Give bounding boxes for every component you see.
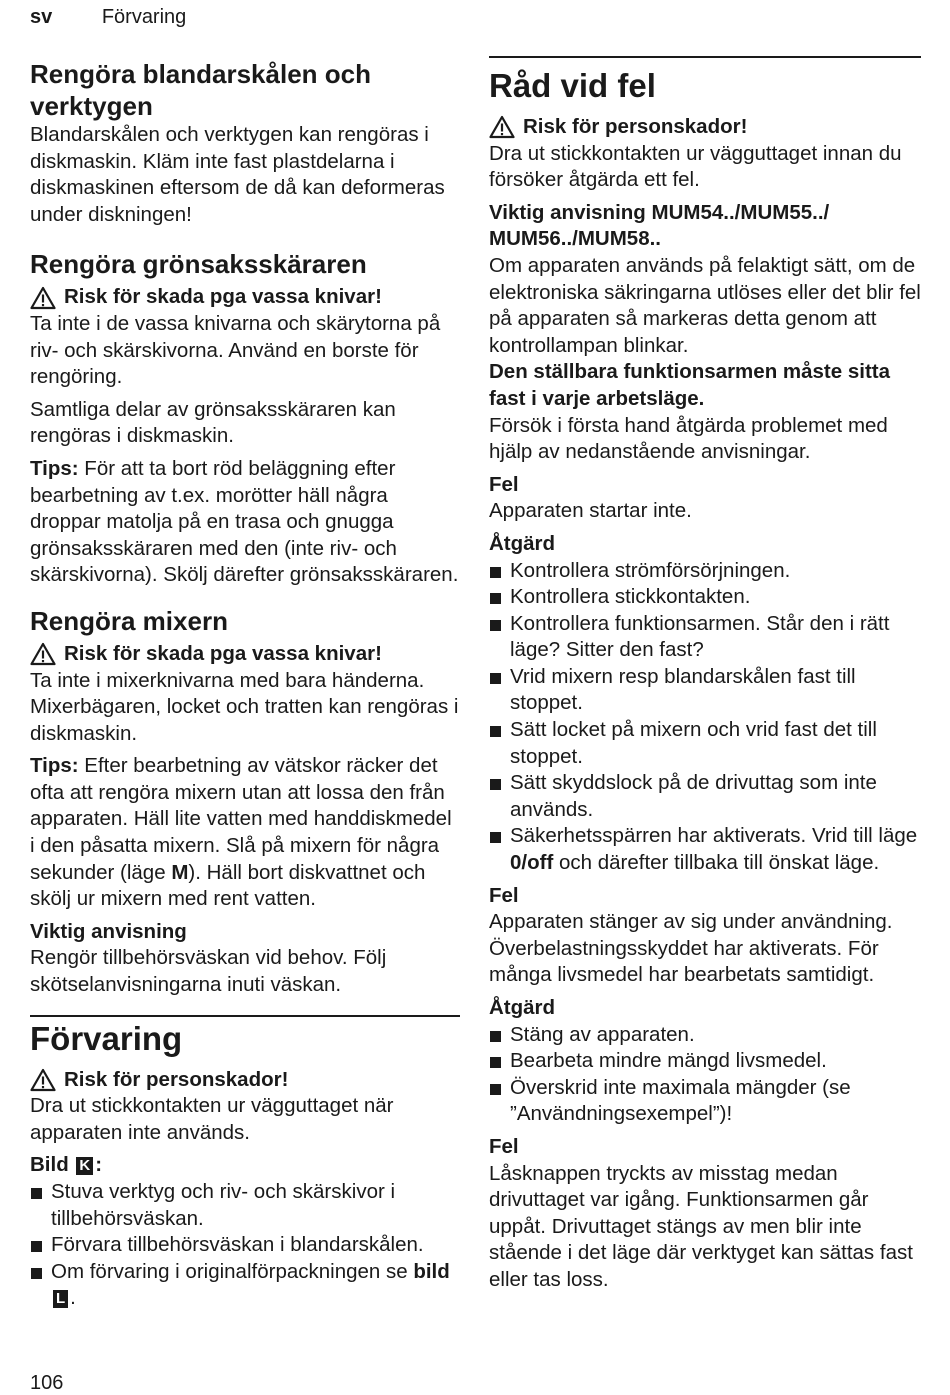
- warning-blender: Risk för skada pga vassa knivar!: [30, 641, 460, 668]
- warning-triangle-icon: [489, 115, 515, 139]
- heading-clean-bowl: Rengöra blandarskålen och verktygen: [30, 59, 371, 121]
- important-note-label: Viktig anvisning: [30, 919, 187, 943]
- list-item: Bearbeta mindre mängd livsmedel.: [489, 1048, 921, 1075]
- text-clean-bowl: Blandarskålen och verktygen kan rengöras i diskmaskin. Kläm inte fast plastdelarna i diskmaskinen eftersom de då kan deformeras under diskningen!: [30, 123, 445, 226]
- page-number: 106: [30, 1372, 64, 1394]
- list-item: Kontrollera funktionsarmen. Står den i rätt läge? Sitter den fast?: [489, 611, 921, 664]
- language-code: sv: [30, 6, 53, 28]
- text-vegetable-cutter-1: Ta inte i de vassa knivarna och skärytorna på riv- och skärskivorna. Använd en borste för rengöring.: [30, 311, 441, 389]
- text-try-first: Försök i första hand åtgärda problemet med hjälp av nedanstående anvisningar.: [489, 413, 888, 464]
- heading-clean-vegetable-cutter: Rengöra grönsaksskäraren: [30, 249, 367, 280]
- storage-list: [30, 1179, 460, 1312]
- fault-1-text: Apparaten startar inte.: [489, 499, 692, 523]
- action-label: Åtgärd: [489, 531, 556, 555]
- page-header: [30, 6, 186, 29]
- list-item: Vrid mixern resp blandarskålen fast till stoppet.: [489, 664, 921, 717]
- warning-triangle-icon: [30, 286, 56, 310]
- figure-reference-k: Bild K :: [30, 1153, 103, 1177]
- fault-3-text: Låsknappen tryckts av misstag medan drivuttaget var igång. Funktionsarmen går uppåt. Drivuttaget stängs av men blir inte stående i det läge där verktyget kan sättas fast eller tas loss.: [489, 1161, 913, 1291]
- list-item: Om förvaring i originalförpackningen se bild L .: [30, 1259, 460, 1312]
- left-column: [30, 58, 460, 1312]
- fault-label: Fel: [489, 472, 519, 496]
- figure-l-badge: L: [53, 1290, 68, 1308]
- text-blender-1: Ta inte i mixerknivarna med bara händerna. Mixerbägaren, locket och tratten kan rengöras i diskmaskin.: [30, 668, 459, 745]
- text-electronic-fuses: Om apparaten används på felaktigt sätt, om de elektroniska säkringarna utlöses eller det blir fel på apparaten så markeras detta genom att kontrollampan blinkar.: [489, 253, 921, 357]
- important-note-text: Rengör tillbehörsväskan vid behov. Följ skötselanvisningarna inuti väskan.: [30, 946, 387, 997]
- text-storage: Dra ut stickkontakten ur vägguttaget när apparaten inte används.: [30, 1094, 394, 1144]
- list-item: Sätt skyddslock på de drivuttag som inte används.: [489, 770, 921, 823]
- heading-clean-blender: Rengöra mixern: [30, 605, 228, 636]
- list-item: Kontrollera strömförsörjningen.: [489, 558, 921, 585]
- tip-blender: Tips: Efter bearbetning av vätskor räcker det ofta att rengöra mixern utan att lossa den från apparaten. Häll lite vatten med handdiskmedel i den påsatta mixern. Slå på mixern för några sekunder (läge M). Häll bort diskvattnet och skölj ur mixern med rent vatten.: [30, 754, 452, 911]
- tip-vegetable-cutter: Tips: För att ta bort röd beläggning efter bearbetning av t.ex. morötter häll några droppar matolja på en trasa och gnugga grönsaksskäraren med den (inte riv- och skärskivorna). Skölj därefter grönsaksskäraren.: [30, 456, 459, 587]
- warning-storage: Risk för personskador!: [30, 1067, 460, 1094]
- warning-vegetable-cutter: Risk för skada pga vassa knivar!: [30, 284, 460, 311]
- figure-k-badge: K: [76, 1157, 93, 1175]
- fault-label: Fel: [489, 1134, 519, 1158]
- warning-triangle-icon: [30, 642, 56, 666]
- list-item: Säkerhetsspärren har aktiverats. Vrid till läge 0/off och därefter tillbaka till önskat läge.: [489, 823, 921, 876]
- list-item: Kontrollera stickkontakten.: [489, 584, 921, 611]
- text-troubleshooting: Dra ut stickkontakten ur vägguttaget innan du försöker åtgärda ett fel.: [489, 141, 902, 192]
- running-section-title: Förvaring: [101, 6, 187, 28]
- list-item: Överskrid inte maximala mängder (se ”Användningsexempel”)!: [489, 1075, 921, 1128]
- heading-storage: Förvaring: [30, 1019, 183, 1057]
- list-item: Sätt locket på mixern och vrid fast det till stoppet.: [489, 717, 921, 770]
- action-list-1: [489, 558, 921, 877]
- list-item: Stuva verktyg och riv- och skärskivor i tillbehörsväskan.: [30, 1179, 460, 1232]
- list-item: Stäng av apparaten.: [489, 1022, 921, 1049]
- list-item: Förvara tillbehörsväskan i blandarskålen.: [30, 1232, 460, 1259]
- fault-label: Fel: [489, 883, 519, 907]
- action-list-2: [489, 1022, 921, 1128]
- warning-triangle-icon: [30, 1068, 56, 1092]
- text-vegetable-cutter-2: Samtliga delar av grönsaksskäraren kan rengöras i diskmaskin.: [30, 397, 396, 448]
- text-function-arm-bold: Den ställbara funktionsarmen måste sitta fast i varje arbetsläge.: [489, 360, 891, 410]
- action-label: Åtgärd: [489, 996, 556, 1019]
- right-column: [489, 56, 921, 1294]
- warning-troubleshooting: Risk för personskador!: [489, 114, 921, 141]
- heading-troubleshooting: Råd vid fel: [489, 67, 656, 104]
- fault-2-text: Apparaten stänger av sig under användning. Överbelastningsskyddet har aktiverats. För många livsmedel har bearbetats samtidigt.: [489, 910, 893, 987]
- important-note-models: Viktig anvisning MUM54../MUM55../ MUM56../MUM58..: [489, 200, 830, 251]
